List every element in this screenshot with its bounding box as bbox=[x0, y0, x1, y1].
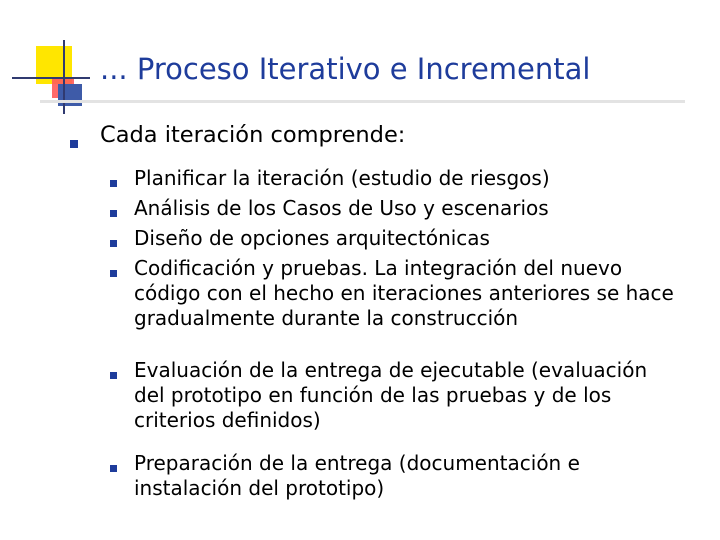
list-item: Diseño de opciones arquitectónicas bbox=[134, 226, 490, 250]
list-item: Planificar la iteración (estudio de riesgos) bbox=[134, 166, 550, 190]
bullet-icon bbox=[110, 240, 117, 247]
bullet-icon bbox=[110, 210, 117, 217]
bullet-icon bbox=[110, 372, 117, 379]
level1-text: Cada iteración comprende: bbox=[100, 122, 406, 148]
decor-horizontal-line bbox=[12, 77, 90, 79]
list-item: Codificación y pruebas. La integración del nuevo código con el hecho en iteraciones anteriores se hace gradualmente durante la construcción bbox=[134, 256, 674, 330]
bullet-icon bbox=[110, 465, 117, 472]
slide-title: ... Proceso Iterativo e Incremental bbox=[100, 52, 591, 86]
title-underline bbox=[40, 100, 685, 103]
list-item: Análisis de los Casos de Uso y escenarios bbox=[134, 196, 549, 220]
bullet-icon bbox=[110, 180, 117, 187]
list-item: Preparación de la entrega (documentación e instalación del prototipo) bbox=[134, 451, 580, 500]
bullet-icon bbox=[110, 270, 117, 277]
bullet-level1-icon bbox=[70, 140, 78, 148]
list-item: Evaluación de la entrega de ejecutable (evaluación del prototipo en función de las pruebas y de los criterios definidos) bbox=[134, 358, 648, 432]
